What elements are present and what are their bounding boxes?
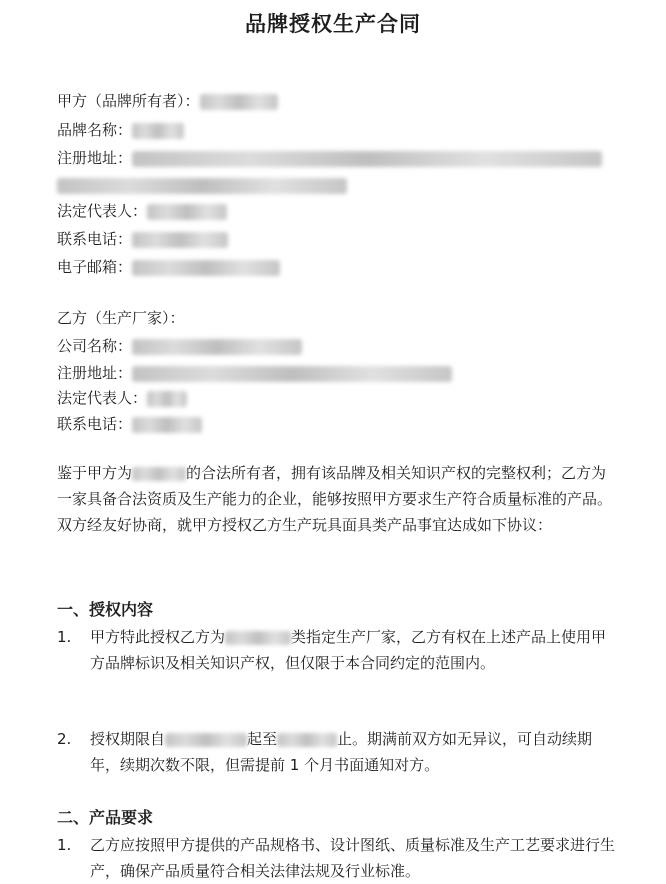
party-a-legal-rep-label: 法定代表人： <box>57 202 148 220</box>
redacted-party-a-address <box>132 151 602 167</box>
preamble-part2: 的合法所有者，拥有该品牌及相关知识产权的完整权利；乙方为一家具备合法资质及生产能力的企业，能够按照甲方要求生产符合质量标准的产品。双方经友好协商，就甲方授权乙方生产玩具面具类产品事宜达成如下协议： <box>57 464 613 534</box>
redacted-party-a-name <box>200 94 278 110</box>
party-b-heading-line <box>57 307 185 328</box>
party-a-address-line-2 <box>57 176 347 194</box>
preamble-part1: 鉴于甲方为 <box>57 464 133 482</box>
redacted-party-b-address <box>132 366 452 382</box>
party-b-address-line <box>57 362 452 383</box>
redacted-brand-in-preamble <box>132 467 186 481</box>
redacted-start-date <box>165 733 247 747</box>
redacted-brand-name <box>132 123 184 139</box>
party-a-address-label: 注册地址： <box>57 149 133 167</box>
section1-item1-body <box>90 624 617 676</box>
party-b-phone-label: 联系电话： <box>57 415 133 433</box>
section1-item2-number: 2. <box>57 730 72 748</box>
party-a-address-line <box>57 147 602 168</box>
party-a-phone-line <box>57 228 228 249</box>
redacted-party-b-legal-rep <box>147 391 187 407</box>
party-a-heading-line <box>57 90 278 111</box>
party-b-address-label: 注册地址： <box>57 364 133 382</box>
party-b-company-line <box>57 335 302 356</box>
party-a-phone-label: 联系电话： <box>57 230 133 248</box>
section2-item1-text: 乙方应按照甲方提供的产品规格书、设计图纸、质量标准及生产工艺要求进行生产，确保产品质量符合相关法律法规及行业标准。 <box>90 836 616 880</box>
party-a-heading: 甲方（品牌所有者）： <box>57 92 200 110</box>
section1-item2-part2: 起至 <box>247 730 278 748</box>
party-a-email-label: 电子邮箱： <box>57 258 133 276</box>
contract-title: 品牌授权生产合同 <box>245 12 421 36</box>
party-b-legal-rep-line <box>57 387 187 408</box>
section1-heading: 一、授权内容 <box>57 600 154 619</box>
redacted-party-b-company <box>132 339 302 355</box>
party-b-company-label: 公司名称： <box>57 337 133 355</box>
redacted-end-date <box>277 733 337 747</box>
redacted-party-a-phone <box>132 232 228 248</box>
party-a-legal-rep-line <box>57 200 227 221</box>
brand-name-line <box>57 119 184 140</box>
redacted-party-a-address-cont <box>57 178 347 194</box>
section1-item-2 <box>57 726 617 778</box>
section2-item-1 <box>57 832 617 884</box>
brand-name-label: 品牌名称： <box>57 121 133 139</box>
preamble-paragraph <box>57 460 617 538</box>
party-b-phone-line <box>57 413 202 434</box>
section1-item1-part1: 甲方特此授权乙方为 <box>90 628 226 646</box>
party-b-legal-rep-label: 法定代表人： <box>57 389 148 407</box>
section1-item1-part2: 类指定生产厂家，乙方有权在上述产品上使用甲方品牌标识及相关知识产权，但仅限于本合同约定的范围内。 <box>90 628 607 672</box>
redacted-party-b-phone <box>132 417 202 433</box>
redacted-party-a-legal-rep <box>147 204 227 220</box>
party-b-heading: 乙方（生产厂家）： <box>57 309 185 327</box>
section1-item-1 <box>57 624 617 676</box>
section1-item1-number: 1. <box>57 628 72 646</box>
party-a-email-line <box>57 256 280 277</box>
section1-item2-part1: 授权期限自 <box>90 730 166 748</box>
section1-item2-body <box>90 726 617 778</box>
section2-heading: 二、产品要求 <box>57 808 154 827</box>
redacted-party-a-email <box>132 260 280 276</box>
section2-item1-number: 1. <box>57 836 72 854</box>
section1-item2-part3: 止。期满前双方如无异议，可自动续期年，续期次数不限，但需提前 1 个月书面通知对方。 <box>90 730 593 774</box>
redacted-product-category <box>225 631 291 645</box>
